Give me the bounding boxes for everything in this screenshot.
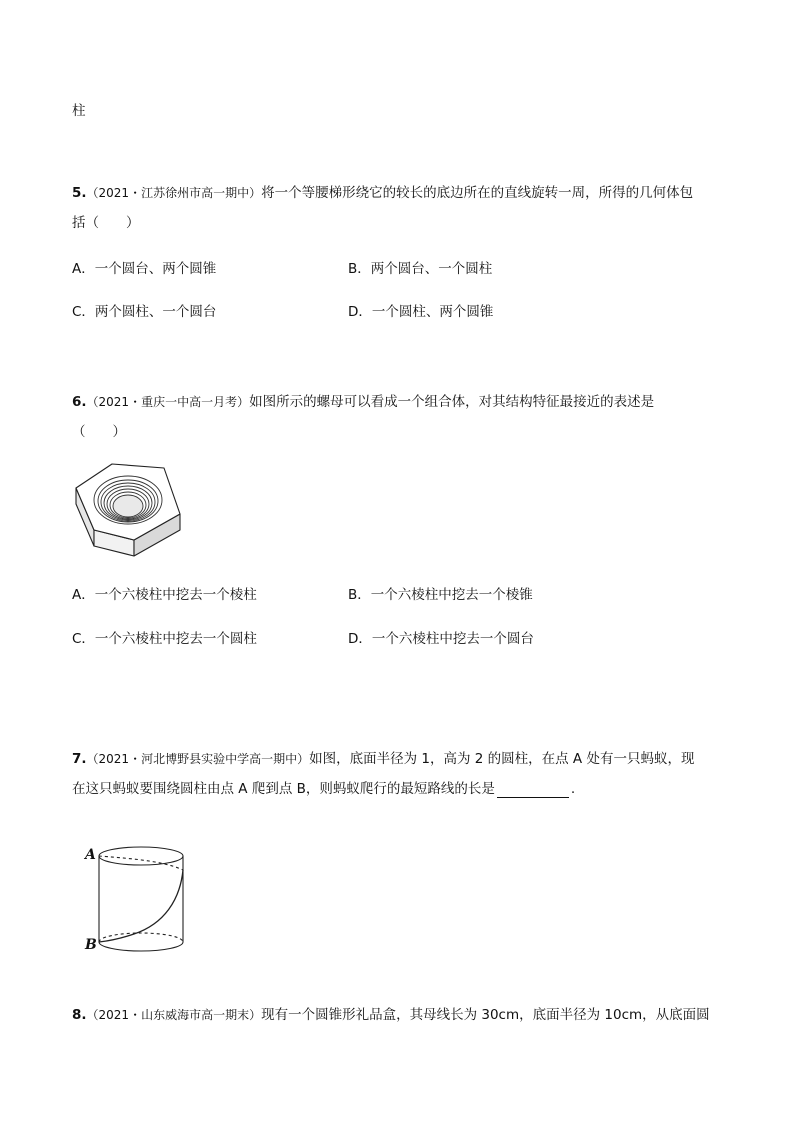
question-5-option-b: B．两个圆台、一个圆柱	[348, 261, 493, 277]
question-source: （2021・重庆一中高一月考）	[86, 395, 250, 409]
question-6-line-2: （ ）	[72, 424, 126, 440]
question-text-end: .	[570, 781, 576, 797]
question-5-option-c: C．两个圆柱、一个圆台	[72, 304, 217, 320]
question-6-line-1	[72, 393, 654, 411]
question-8-line-1	[72, 1006, 710, 1024]
question-text: 现有一个圆锥形礼品盒，其母线长为 30cm，底面半径为 10cm，从底面圆	[261, 1007, 710, 1023]
hex-nut-figure	[72, 458, 186, 566]
question-7-line-2	[72, 780, 575, 798]
question-5-line-1	[72, 184, 693, 202]
question-text: 将一个等腰梯形绕它的较长的底边所在的直线旋转一周，所得的几何体包	[261, 185, 694, 201]
question-7-line-1	[72, 750, 694, 768]
question-text: 在这只蚂蚁要围绕圆柱由点 A 爬到点 B，则蚂蚁爬行的最短路线的长是	[72, 781, 495, 797]
question-number: 5.	[72, 185, 87, 201]
question-5-option-d: D．一个圆柱、两个圆锥	[348, 304, 494, 320]
question-number: 7.	[72, 751, 87, 767]
question-source: （2021・河北博野县实验中学高一期中）	[86, 752, 310, 766]
question-5-line-2: 括（ ）	[72, 215, 140, 231]
question-5-option-a: A．一个圆台、两个圆锥	[72, 261, 217, 277]
question-6-option-b: B．一个六棱柱中挖去一个棱锥	[348, 587, 533, 603]
question-6-option-c: C．一个六棱柱中挖去一个圆柱	[72, 631, 257, 647]
question-number: 8.	[72, 1007, 87, 1023]
answer-blank[interactable]	[497, 783, 569, 798]
previous-question-tail: 柱	[72, 103, 86, 119]
question-source: （2021・山东威海市高一期末）	[86, 1008, 262, 1022]
point-b-label: B	[85, 937, 97, 953]
question-source: （2021・江苏徐州市高一期中）	[86, 186, 262, 200]
point-a-label: A	[85, 847, 96, 863]
cylinder-figure	[82, 842, 192, 960]
question-number: 6.	[72, 394, 87, 410]
question-6-option-d: D．一个六棱柱中挖去一个圆台	[348, 631, 534, 647]
question-text: 如图所示的螺母可以看成一个组合体，对其结构特征最接近的表述是	[249, 394, 655, 410]
question-6-option-a: A．一个六棱柱中挖去一个棱柱	[72, 587, 257, 603]
question-text: 如图，底面半径为 1，高为 2 的圆柱，在点 A 处有一只蚂蚁，现	[309, 751, 695, 767]
